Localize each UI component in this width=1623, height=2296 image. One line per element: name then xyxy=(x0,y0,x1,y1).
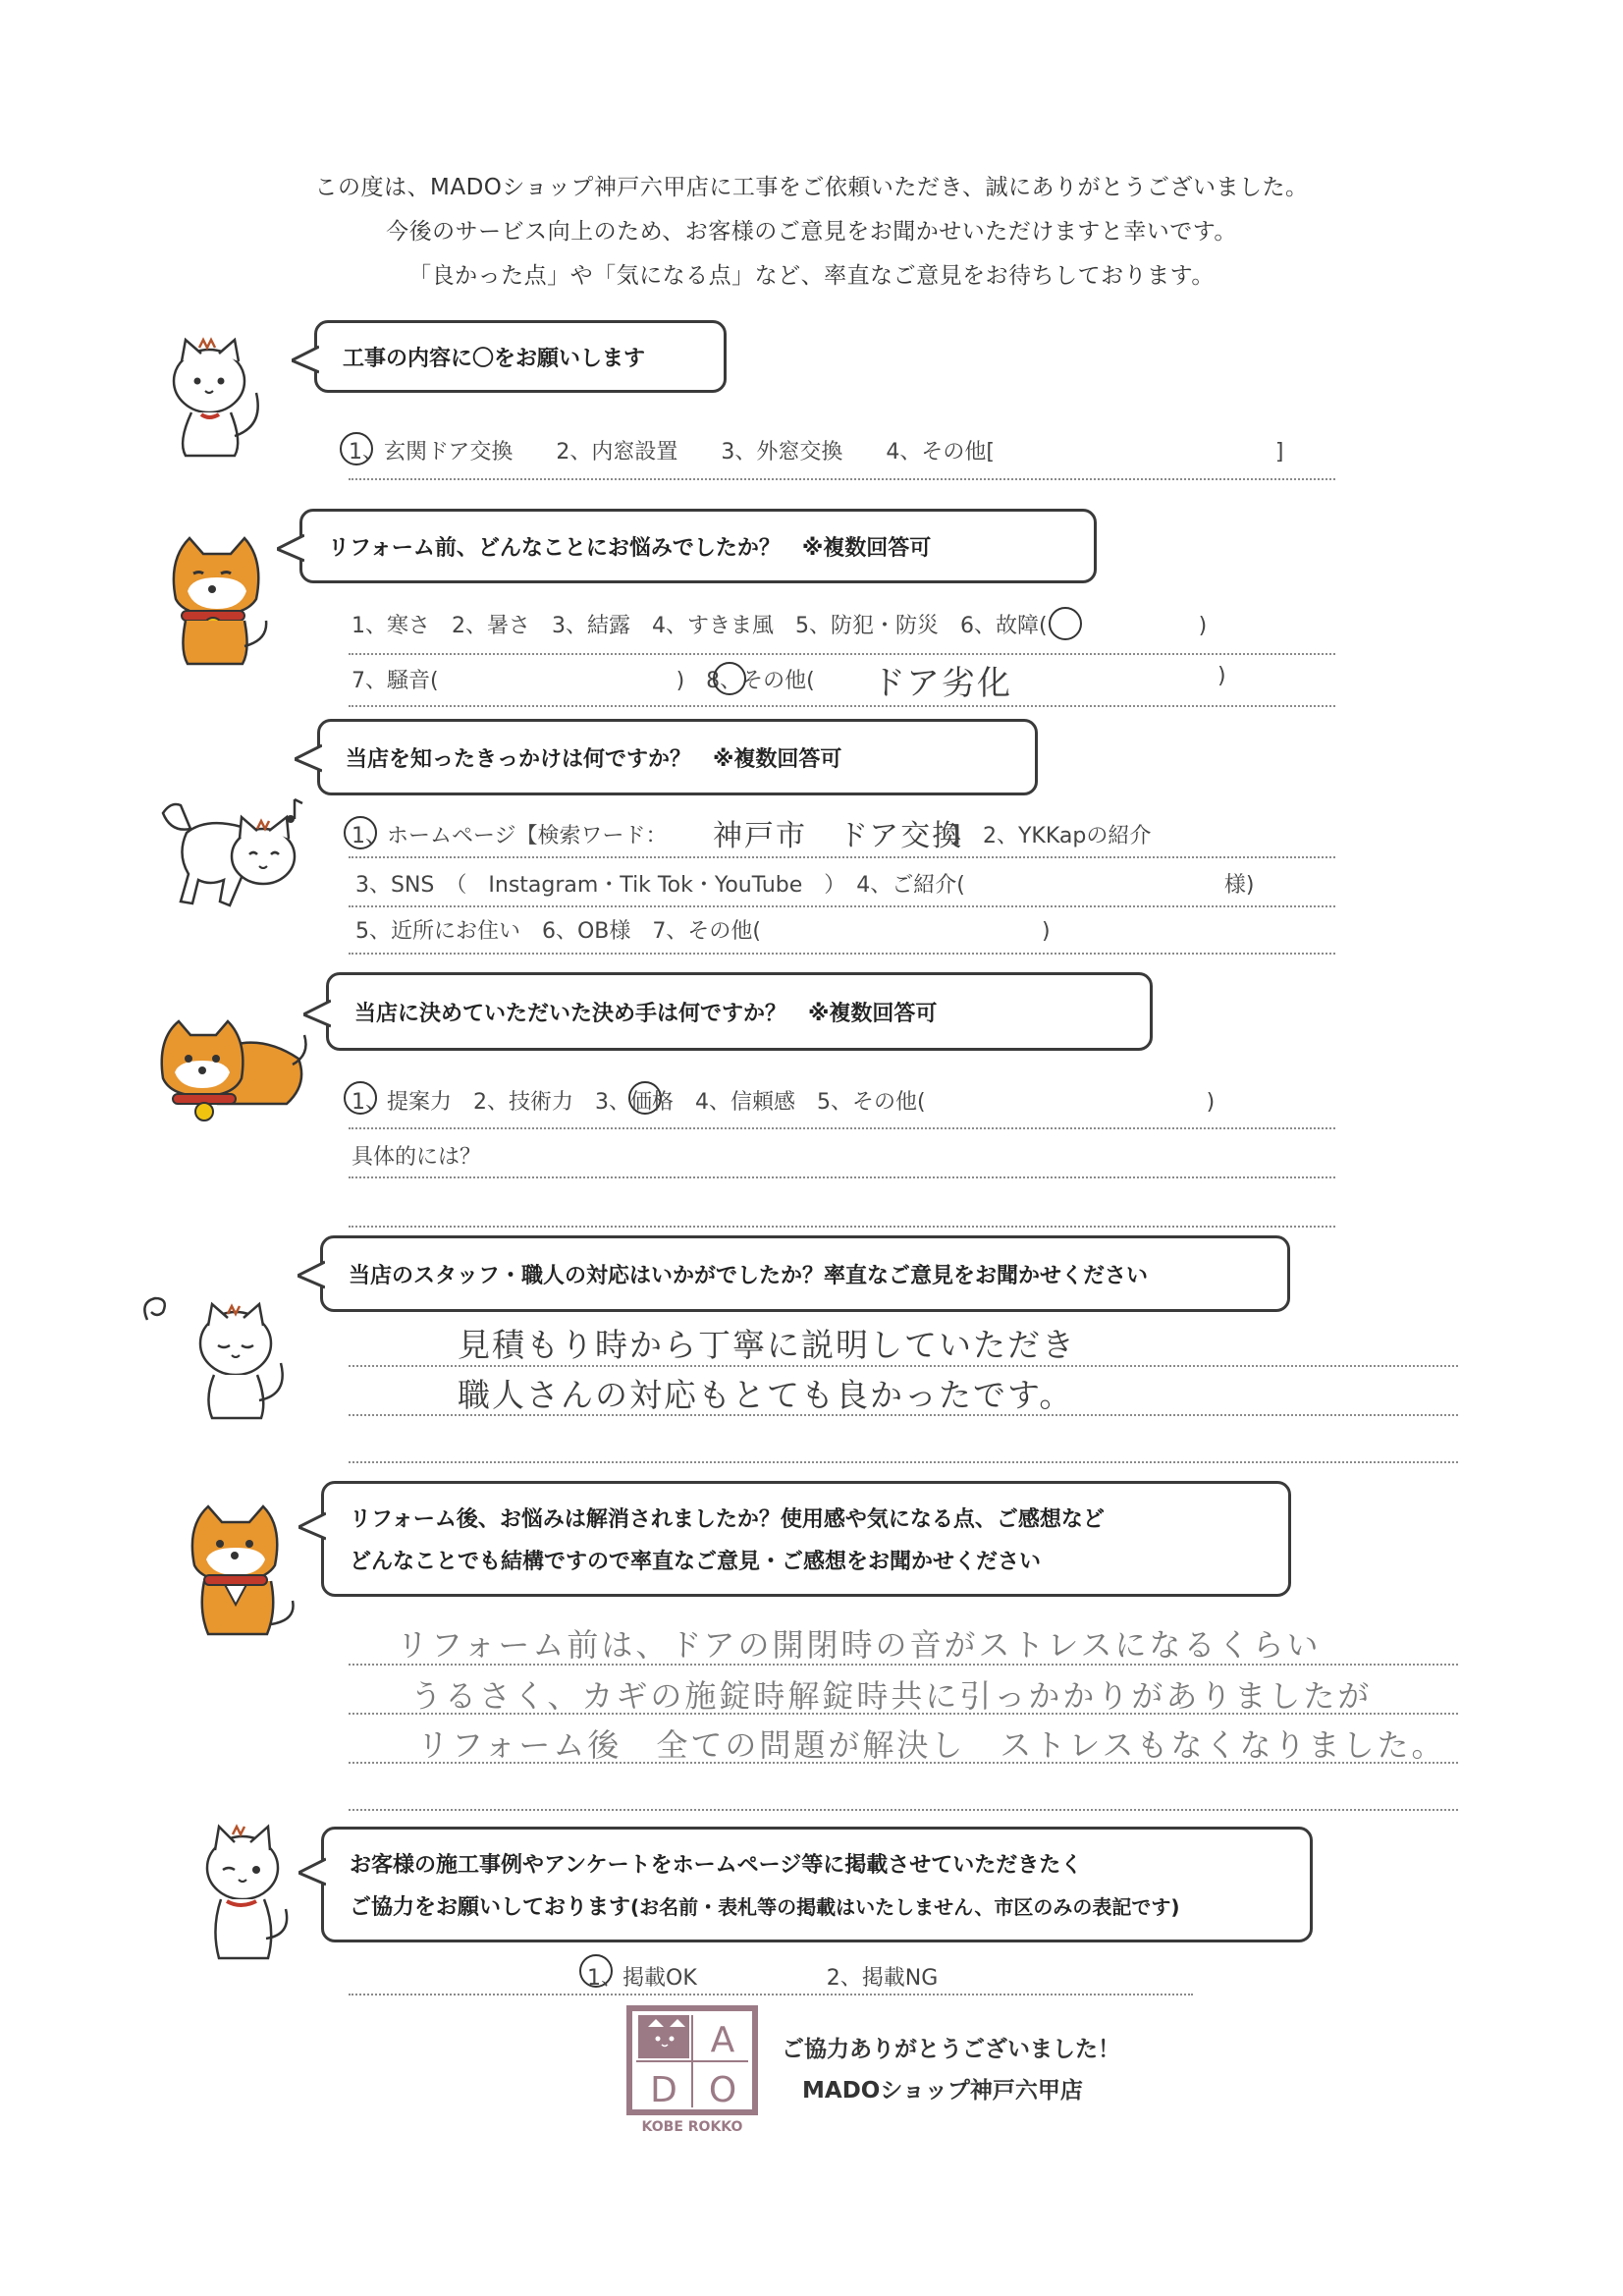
logo-letter-d: D xyxy=(650,2070,677,2110)
logo-caption: KOBE ROKKO xyxy=(641,2119,743,2135)
handwritten-staff-comment-line-2: 職人さんの対応もとても良かったです。 xyxy=(458,1376,1074,1414)
ykkap-option-label: 】 2、YKKapの紹介 xyxy=(950,824,1152,848)
how-found-options-row-2: 3、SNS （ Instagram・Tik Tok・YouTube ） 4、ご紹介( 様) xyxy=(355,873,1255,898)
question-title-note: (お名前・表札等の掲載はいたしません、市区のみの表記です) xyxy=(630,1895,1180,1919)
selection-circle xyxy=(1049,607,1082,640)
intro-line-2: 今後のサービス向上のため、お客様のご意見をお聞かせいただけますと幸いです。 xyxy=(386,219,1237,245)
divider xyxy=(349,1127,1335,1129)
playful-cat-mascot-icon xyxy=(157,793,314,911)
divider xyxy=(349,1226,1335,1228)
sitting-cat-mascot-icon xyxy=(191,1817,309,1964)
praying-shiba-mascot-icon xyxy=(183,1501,310,1638)
question-bubble-staff-response xyxy=(320,1235,1290,1312)
question-title-line-1: お客様の施工事例やアンケートをホームページ等に掲載させていただきたく xyxy=(350,1853,1083,1878)
divider xyxy=(349,1176,1335,1178)
divider xyxy=(349,1994,1193,1995)
work-type-options: 1、玄関ドア交換 2、内窓設置 3、外窓交換 4、その他[ ] xyxy=(349,440,1284,465)
divider xyxy=(349,905,1335,907)
mado-logo-icon xyxy=(626,2005,758,2137)
question-title-line-1: リフォーム後、お悩みは解消されましたか？使用感や気になる点、ご感想など xyxy=(350,1507,1105,1532)
concern-options-row-1: 1、寒さ 2、暑さ 3、結露 4、すきま風 5、防犯・防災 6、故障( ) xyxy=(352,614,1208,638)
divider xyxy=(349,705,1335,707)
question-bubble-after-reform xyxy=(321,1481,1291,1597)
footer-shop-name: MADOショップ神戸六甲店 xyxy=(802,2078,1083,2104)
intro-line-3: 「良かった点」や「気になる点」など、率直なご意見をお待ちしております。 xyxy=(408,263,1215,289)
handwritten-staff-comment-line-1: 見積もり時から丁寧に説明していただき xyxy=(458,1326,1076,1364)
handwritten-after-comment-line-2: うるさく、カギの施錠時解錠時共に引っかかりがありましたが xyxy=(410,1677,1373,1715)
divider xyxy=(349,1461,1458,1463)
footer-thanks: ご協力ありがとうございました！ xyxy=(782,2037,1120,2062)
handwritten-search-words: 神戸市 ドア交換 xyxy=(713,819,964,853)
question-title: 当店のスタッフ・職人の対応はいかがでしたか？率直なご意見をお聞かせください xyxy=(349,1263,1149,1288)
publish-consent-options: 1、掲載OK 2、掲載NG xyxy=(587,1966,939,1991)
question-title: リフォーム前、どんなことにお悩みでしたか？ ※複数回答可 xyxy=(328,535,932,561)
handwritten-other-concern: ドア劣化 xyxy=(872,664,1012,703)
specific-reason-label: 具体的には？ xyxy=(352,1145,482,1170)
bubble-tail-icon xyxy=(298,1857,326,1886)
concern-options-row-2: 7、騒音( ) 8、その他( xyxy=(352,669,815,693)
bubble-tail-icon xyxy=(277,533,304,563)
question-title-line-2: どんなことでも結構ですので率直なご意見・ご感想をお聞かせください xyxy=(350,1550,1042,1574)
divider xyxy=(349,1414,1458,1416)
question-title: 工事の内容に〇をお願いします xyxy=(343,346,646,371)
question-title: 当店を知ったきっかけは何ですか？ ※複数回答可 xyxy=(346,746,842,772)
divider xyxy=(349,856,1335,858)
shiba-dog-mascot-icon xyxy=(162,530,280,668)
divider xyxy=(349,653,1335,655)
question-bubble-work-type xyxy=(314,320,727,393)
selection-circle xyxy=(713,662,746,695)
lying-shiba-mascot-icon xyxy=(155,1011,312,1133)
white-cat-mascot-icon xyxy=(162,334,280,462)
paren-close: ) xyxy=(1217,664,1226,688)
divider xyxy=(349,478,1335,480)
handwritten-after-comment-line-3: リフォーム後 全ての問題が解決し ストレスもなくなりました。 xyxy=(417,1726,1446,1764)
intro-line-1: この度は、MADOショップ神戸六甲店に工事をご依頼いただき、誠にありがとうございました。 xyxy=(314,175,1309,200)
question-title: 当店に決めていただいた決め手は何ですか？ ※複数回答可 xyxy=(354,1001,938,1026)
bubble-tail-icon xyxy=(303,999,331,1028)
question-bubble-publish-consent xyxy=(321,1827,1313,1942)
question-bubble-deciding-factor xyxy=(326,972,1153,1051)
sleepy-cat-mascot-icon xyxy=(135,1296,302,1424)
divider xyxy=(349,1664,1458,1666)
mado-logo xyxy=(626,2005,758,2137)
bubble-tail-icon xyxy=(298,1511,326,1541)
homepage-option-label: 1、ホームページ【検索ワード： xyxy=(352,824,668,848)
divider xyxy=(349,1762,1458,1764)
how-found-options-row-3: 5、近所にお住い 6、OB様 7、その他( ) xyxy=(355,919,1051,944)
divider xyxy=(349,1365,1458,1367)
question-bubble-how-found xyxy=(317,719,1038,795)
divider xyxy=(349,1809,1458,1811)
logo-letter-a: A xyxy=(710,2020,735,2060)
bubble-tail-icon xyxy=(298,1260,325,1289)
question-bubble-concerns xyxy=(299,509,1097,583)
question-title-line-2: ご協力をお願いしております xyxy=(350,1895,631,1920)
bubble-tail-icon xyxy=(292,345,319,374)
bubble-tail-icon xyxy=(295,743,322,773)
deciding-factor-options: 1、提案力 2、技術力 3、価格 4、信頼感 5、その他( ) xyxy=(352,1090,1216,1115)
handwritten-after-comment-line-1: リフォーム前は、ドアの開閉時の音がストレスになるくらい xyxy=(397,1626,1322,1664)
divider xyxy=(349,953,1335,955)
divider xyxy=(349,1713,1458,1715)
logo-letter-o: O xyxy=(708,2070,737,2110)
